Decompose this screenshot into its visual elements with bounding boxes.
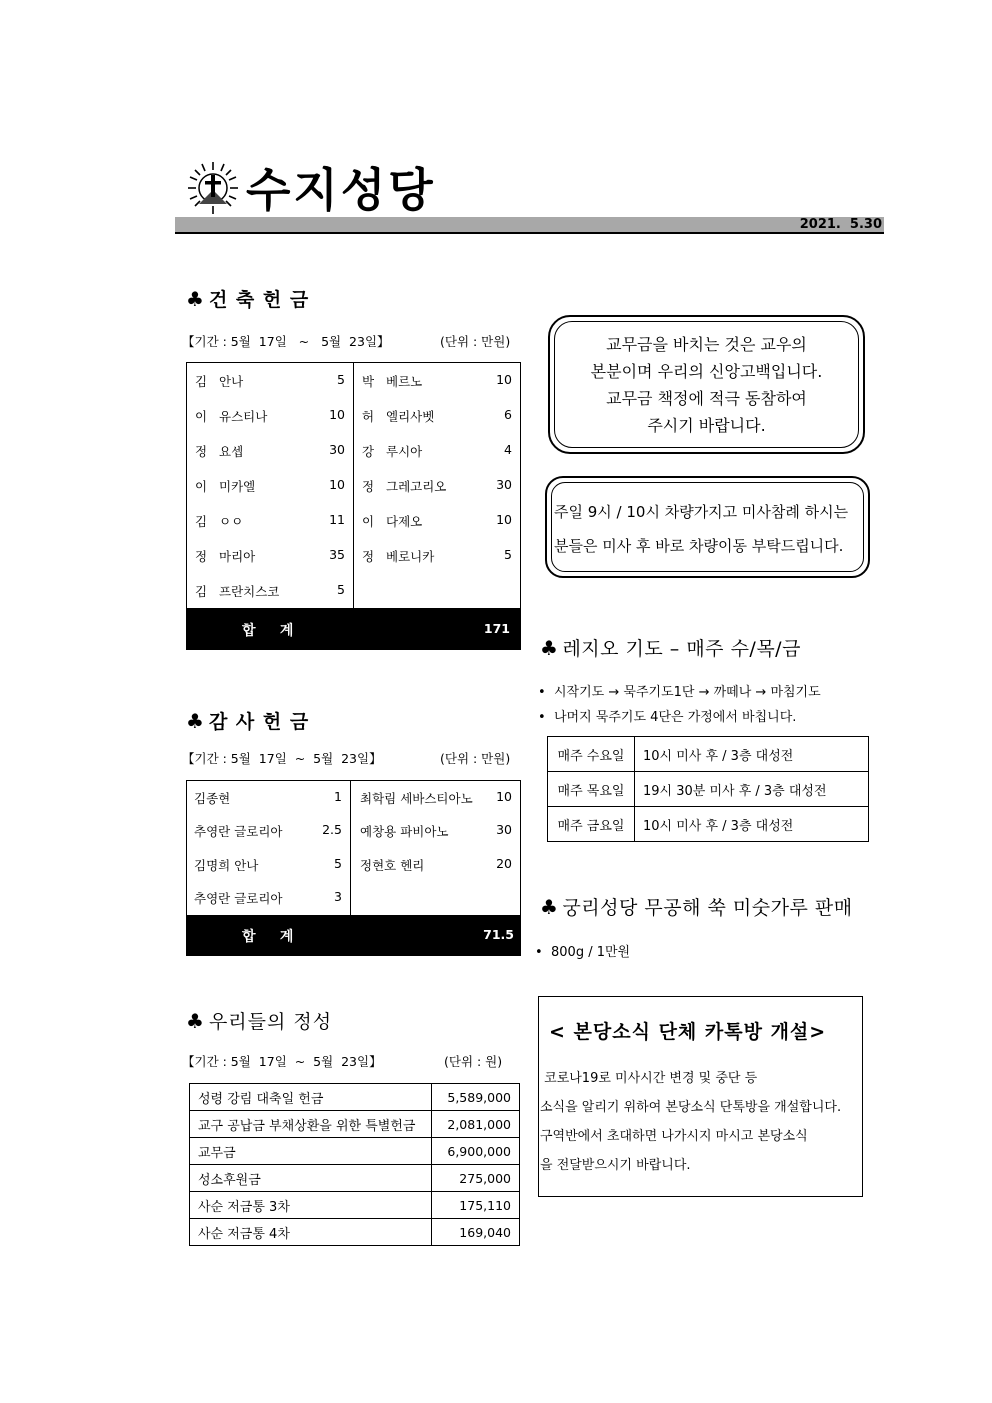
schedule-day: 매주 금요일 (548, 807, 635, 842)
offerings-period: 【기간 : 5월 17일 ~ 5월 23일】 (182, 1054, 382, 1069)
donation-amount: 10 (496, 788, 512, 804)
building-total-label: 합 계 (242, 623, 294, 639)
list-item (538, 706, 821, 725)
dues-notice-line: 교무금 책정에 적극 동참하여 (606, 389, 807, 408)
parking-notice-line: 주일 9시 / 10시 차량가지고 미사참례 하시는 (554, 503, 849, 521)
list-item (187, 363, 353, 398)
list-item (187, 398, 353, 433)
legio-title: ♣ 레지오 기도 – 매주 수/목/금 (540, 636, 801, 660)
offering-label: 교무금 (190, 1138, 432, 1165)
legio-bullets (538, 681, 821, 731)
donor-name: 이 미카엘 (195, 478, 256, 494)
list-item (187, 433, 353, 468)
bullet-icon: • (538, 685, 546, 700)
thanks-total-label: 합 계 (242, 929, 294, 945)
donor-name: 박 베르노 (362, 373, 423, 389)
bullet-text: 시작기도 → 묵주기도1단 → 까떼나 → 마침기도 (554, 685, 821, 700)
table-row (548, 807, 869, 842)
donor-name: 정현호 헨리 (360, 857, 425, 873)
table-row (548, 737, 869, 772)
kakao-notice-line: 구역반에서 초대하면 나가시지 마시고 본당소식 (540, 1129, 808, 1144)
club-icon: ♣ (186, 287, 205, 311)
building-fund-table (186, 362, 521, 650)
offering-label: 성령 강림 대축일 헌금 (190, 1084, 432, 1111)
list-item (354, 538, 520, 573)
dues-notice-line: 교무금을 바치는 것은 교우의 (606, 335, 807, 354)
donation-amount: 30 (496, 822, 512, 838)
offering-label: 사순 저금통 4차 (190, 1219, 432, 1246)
building-total-value: 171 (483, 621, 510, 636)
thanks-fund-table (186, 780, 521, 956)
club-icon: ♣ (540, 895, 559, 919)
list-item (187, 573, 353, 608)
table-row (548, 772, 869, 807)
schedule-info: 10시 미사 후 / 3층 대성전 (635, 737, 869, 772)
table-row (190, 1111, 520, 1138)
donor-name: 김 프란치스코 (195, 583, 280, 599)
offerings-unit: (단위 : 원) (444, 1054, 503, 1069)
list-item (354, 398, 520, 433)
bullet-icon: • (538, 710, 546, 725)
header-bar (175, 217, 884, 234)
schedule-info: 19시 30분 미사 후 / 3층 대성전 (635, 772, 869, 807)
donation-amount: 20 (496, 855, 512, 871)
list-item (187, 815, 350, 849)
kakao-notice-line: 소식을 알리기 위하여 본당소식 단톡방을 개설합니다. (540, 1100, 842, 1115)
thanks-period: 【기간 : 5월 17일 ~ 5월 23일】 (182, 751, 382, 766)
kakao-notice-line: 을 전달받으시기 바랍니다. (540, 1158, 691, 1173)
donation-amount: 30 (496, 476, 512, 492)
donor-name: 김 ㅇㅇ (195, 513, 244, 529)
donation-amount: 10 (329, 406, 345, 422)
offering-value: 169,040 (432, 1219, 520, 1246)
table-row (190, 1138, 520, 1165)
donation-amount: 30 (329, 441, 345, 457)
offering-value: 275,000 (432, 1165, 520, 1192)
donor-name: 최학림 세바스티아노 (360, 790, 473, 806)
sale-title: ♣ 궁리성당 무공해 쑥 미숫가루 판매 (540, 895, 853, 919)
building-period: 【기간 : 5월 17일 ~ 5월 23일】 (182, 334, 390, 349)
donor-name: 정 마리아 (195, 548, 256, 564)
list-item (187, 468, 353, 503)
list-item (351, 848, 520, 882)
list-item (354, 468, 520, 503)
offering-value: 2,081,000 (432, 1111, 520, 1138)
table-row (190, 1219, 520, 1246)
offering-label: 성소후원금 (190, 1165, 432, 1192)
list-item (351, 815, 520, 849)
donor-name: 정 그레고리오 (362, 478, 447, 494)
donor-name: 추영란 글로리아 (194, 824, 283, 840)
club-icon: ♣ (186, 709, 205, 733)
offerings-title: ♣ 우리들의 정성 (186, 1009, 333, 1033)
donor-name: 김 안나 (195, 373, 244, 389)
thanks-fund-title: ♣ 감 사 헌 금 (186, 709, 310, 733)
list-item (354, 433, 520, 468)
offering-value: 6,900,000 (432, 1138, 520, 1165)
issue-date: 2021. 5.30 (799, 217, 882, 232)
parking-notice-box (545, 476, 870, 578)
donation-amount: 5 (337, 581, 345, 597)
bullet-icon: • (535, 945, 543, 960)
club-icon: ♣ (186, 1009, 205, 1033)
donation-amount: 10 (329, 476, 345, 492)
donor-name: 강 루시아 (362, 443, 423, 459)
offering-value: 5,589,000 (432, 1084, 520, 1111)
offerings-table (189, 1083, 520, 1246)
building-total-row (187, 608, 520, 649)
donor-name: 이 유스티나 (195, 408, 268, 424)
table-row (190, 1165, 520, 1192)
donation-amount: 6 (504, 406, 512, 422)
table-row (190, 1192, 520, 1219)
donor-name: 추영란 글로리아 (194, 891, 283, 907)
thanks-total-row (187, 915, 520, 955)
donation-amount: 2.5 (322, 822, 342, 838)
thanks-unit: (단위 : 만원) (440, 751, 511, 766)
list-item (187, 503, 353, 538)
dues-notice-box (548, 315, 865, 454)
thanks-total-value: 71.5 (483, 927, 514, 942)
schedule-info: 10시 미사 후 / 3층 대성전 (635, 807, 869, 842)
list-item (187, 882, 350, 916)
donation-amount: 5 (334, 855, 342, 871)
schedule-day: 매주 수요일 (548, 737, 635, 772)
donation-amount: 11 (329, 511, 345, 527)
donor-name: 정 요셉 (195, 443, 244, 459)
building-unit: (단위 : 만원) (440, 334, 511, 349)
offering-label: 교구 공납금 부채상환을 위한 특별헌금 (190, 1111, 432, 1138)
list-item (187, 781, 350, 815)
donor-name: 이 다제오 (362, 513, 423, 529)
parking-notice-line: 분들은 미사 후 바로 차량이동 부탁드립니다. (554, 537, 844, 555)
list-item (351, 781, 520, 815)
donation-amount: 10 (496, 511, 512, 527)
legio-schedule-table (547, 736, 869, 842)
kakao-notice-box (538, 996, 863, 1197)
sale-bullet: • 800g / 1만원 (535, 945, 631, 960)
donor-name: 허 엘리사벳 (362, 408, 435, 424)
list-item (187, 848, 350, 882)
offering-label: 사순 저금통 3차 (190, 1192, 432, 1219)
bullet-text: 나머지 묵주기도 4단은 가정에서 바칩니다. (554, 710, 797, 725)
list-item (538, 681, 821, 700)
donor-name: 김종현 (194, 790, 231, 806)
donor-name: 정 베로니카 (362, 548, 435, 564)
list-item (354, 503, 520, 538)
dues-notice-line: 주시기 바랍니다. (647, 416, 766, 435)
donor-name: 김명희 안나 (194, 857, 259, 873)
donation-amount: 3 (334, 889, 342, 905)
donation-amount: 5 (337, 371, 345, 387)
club-icon: ♣ (540, 636, 559, 660)
page-title: 수지성당 (246, 163, 436, 217)
building-fund-title: ♣ 건 축 헌 금 (186, 287, 310, 311)
list-item (187, 538, 353, 573)
donation-amount: 1 (334, 788, 342, 804)
donation-amount: 10 (496, 371, 512, 387)
church-logo (186, 160, 240, 216)
cross-sunburst-icon (186, 160, 240, 216)
schedule-day: 매주 목요일 (548, 772, 635, 807)
kakao-title: < 본당소식 단체 카톡방 개설> (549, 1021, 827, 1043)
donation-amount: 5 (504, 546, 512, 562)
donation-amount: 35 (329, 546, 345, 562)
dues-notice-line: 본분이며 우리의 신앙고백입니다. (590, 362, 823, 381)
kakao-notice-line: 코로나19로 미사시간 변경 및 중단 등 (540, 1071, 758, 1086)
offering-value: 175,110 (432, 1192, 520, 1219)
donor-name: 예창용 파비아노 (360, 824, 449, 840)
donation-amount: 4 (504, 441, 512, 457)
table-row (190, 1084, 520, 1111)
list-item (354, 363, 520, 398)
